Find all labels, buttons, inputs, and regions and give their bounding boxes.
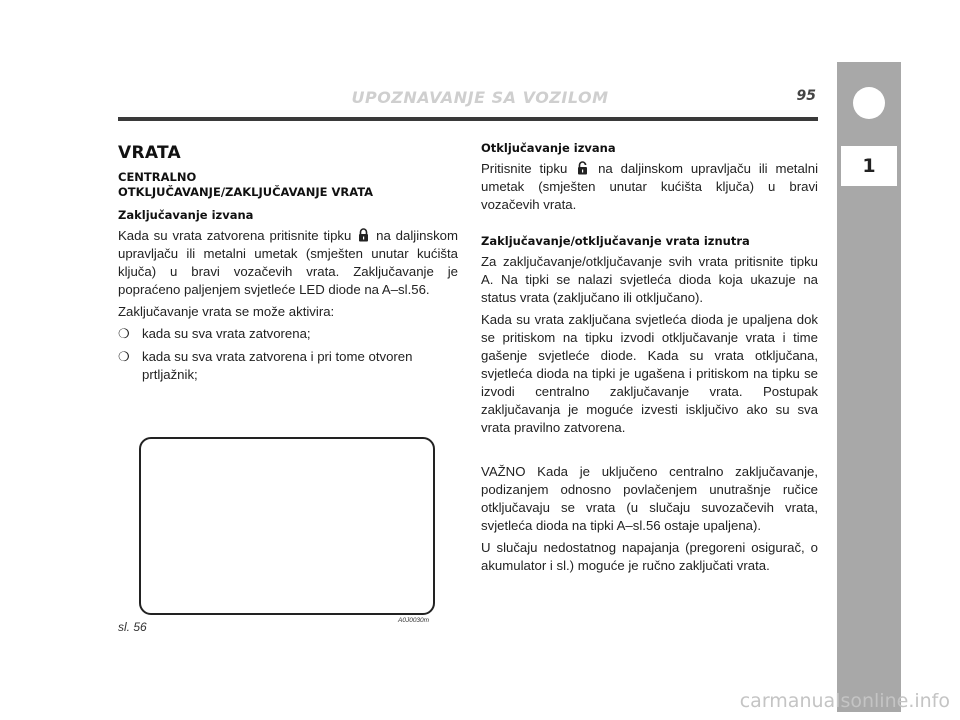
spacer — [481, 441, 818, 463]
right-column — [481, 140, 818, 579]
page-title: VRATA — [118, 143, 182, 163]
figure-code: A0J0030m — [398, 617, 430, 624]
watermark: carmanualsonline.info — [739, 690, 950, 712]
subtitle-line-1: CENTRALNO — [118, 170, 197, 184]
list-item — [118, 325, 458, 343]
lock-outside-heading: Zaključavanje izvana — [118, 208, 254, 222]
inside-heading: Zaključavanje/otključavanje vrata iznutra — [481, 234, 750, 248]
unlock-outside-text-start: Pritisnite tipku — [481, 161, 568, 176]
activation-text: Zaključavanje vrata se može aktivira: — [118, 304, 335, 319]
inside-paragraph-2: Kada su vrata zaključana svjetleća dioda je upaljena dok se pritiskom na tipku izvodi otključavanje vrata i time gašenje svjetleće diode. Kada su vrata otključana, svjetleća dioda na tipki je ugašena i pritiskom na tipku se izvodi centralno zaključavanje vrata. Postupak zaključavanja je moguće izvesti isključivo ako su sva vrata pravilno zatvorena. — [481, 312, 818, 435]
list-item-text: kada su sva vrata zatvorena i pri tome otvoren prtljažnik; — [142, 349, 413, 382]
unlock-outside-text-end: na daljinskom upravljaču ili metalni umetak (smješten unutar kućišta ključa) u bravi vozačevih vrata. — [481, 161, 818, 212]
closed-padlock-icon — [358, 228, 369, 242]
section-title: UPOZNAVANJE SA VOZILOM — [351, 88, 609, 107]
section-subtitle — [118, 170, 458, 200]
hollow-circle-bullet-icon: ❍ — [118, 326, 130, 341]
figure-label: sl. 56 — [118, 620, 147, 634]
chapter-circle-icon — [853, 87, 885, 119]
spacer — [481, 218, 818, 233]
inside-paragraph-1: Za zaključavanje/otključavanje svih vrata pritisnite tipku A. Na tipki se nalazi svjetleća dioda koja ukazuje na status vrata (zaključano ili otključano). — [481, 254, 818, 305]
list-item-text: kada su sva vrata zatvorena; — [142, 326, 311, 341]
unlock-outside-heading: Otključavanje izvana — [481, 141, 616, 155]
figure-placeholder — [139, 437, 435, 615]
hollow-circle-bullet-icon: ❍ — [118, 349, 130, 364]
open-padlock-icon — [577, 161, 588, 175]
page-number: 95 — [796, 88, 816, 104]
lock-outside-text-end: na daljinskom upravljaču ili metalni umetak (smješten unutar kućišta ključa) u bravi vozačevih vrata. Zaključavanje je popraćeno paljenjem svjetleće LED diode na A–sl.56. — [118, 228, 458, 297]
lock-outside-paragraph — [118, 227, 458, 299]
unlock-outside-paragraph — [481, 160, 818, 214]
important-paragraph: VAŽNO Kada je uključeno centralno zaključavanje, podizanjem odnosno povlačenjem unutrašnje ručice otključavaju se vrata (u slučaju suvozačevih vrata, svjetleća dioda na tipki A–sl.56 ostaje upaljena). — [481, 464, 818, 533]
chapter-number: 1 — [841, 146, 897, 186]
list-item — [118, 348, 458, 384]
lock-outside-text-start: Kada su vrata zatvorena pritisnite tipku — [118, 228, 352, 243]
subtitle-line-2: OTKLJUČAVANJE/ZAKLJUČAVANJE VRATA — [118, 185, 374, 199]
header-divider — [118, 117, 818, 121]
left-column — [118, 140, 458, 389]
power-paragraph: U slučaju nedostatnog napajanja (pregoreni osigurač, o akumulator i sl.) moguće je ručno zaključati vrata. — [481, 540, 818, 573]
